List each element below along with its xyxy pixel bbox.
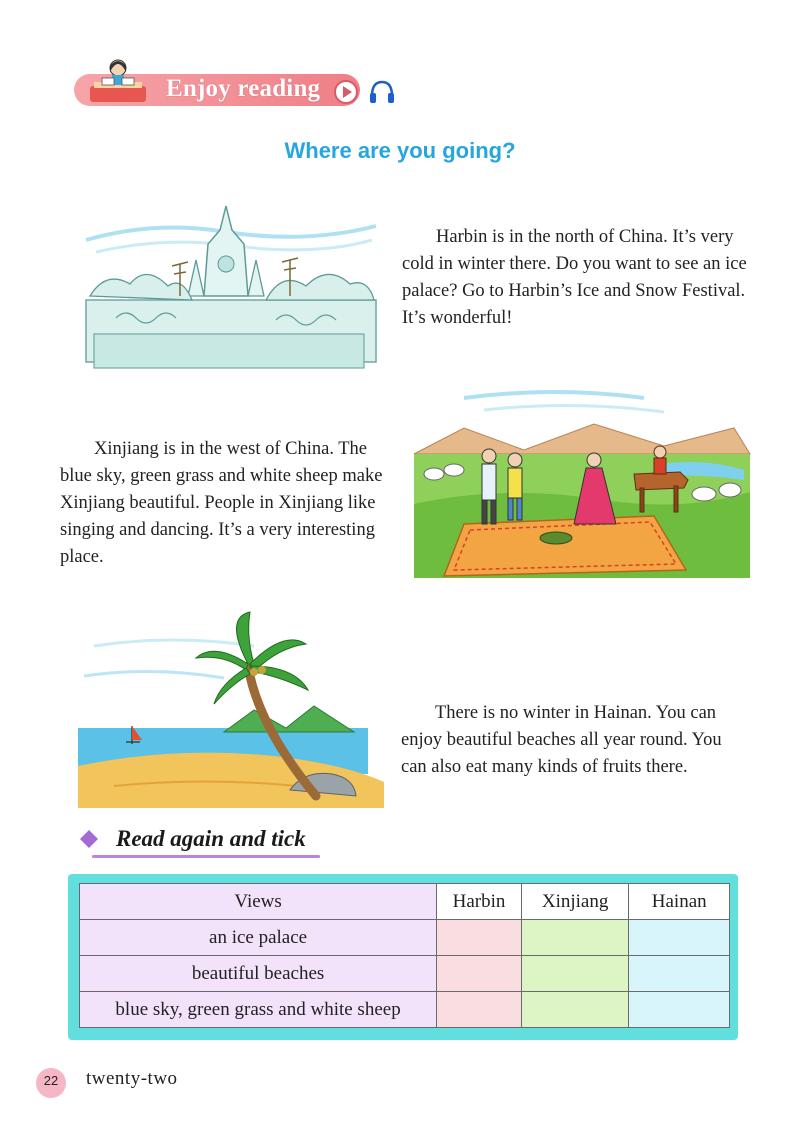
headphone-icon[interactable] — [368, 78, 396, 106]
table-row — [80, 992, 730, 1028]
page-title: Where are you going? — [284, 138, 516, 163]
row-label-sky-grass-sheep: blue sky, green grass and white sheep — [80, 992, 437, 1028]
harbin-paragraph: Harbin is in the north of China. It’s very cold in winter there. Do you want to see an ice palace? Go to Harbin’s Ice and Snow Festival. It’s wonderful! — [402, 227, 747, 328]
tick-cell-hainan[interactable] — [629, 956, 730, 992]
table-row — [80, 956, 730, 992]
tick-cell-xinjiang[interactable] — [521, 920, 629, 956]
column-header-harbin: Harbin — [437, 884, 522, 920]
tick-table — [79, 883, 730, 1028]
table-row — [80, 920, 730, 956]
ice-palace-illustration — [76, 200, 382, 372]
section-underline — [92, 855, 320, 858]
tick-cell-hainan[interactable] — [629, 992, 730, 1028]
tick-cell-harbin[interactable] — [437, 992, 522, 1028]
page-number-words: twenty-two — [86, 1068, 178, 1089]
play-icon[interactable] — [333, 79, 359, 105]
tick-cell-harbin[interactable] — [437, 920, 522, 956]
hainan-illustration — [74, 606, 390, 808]
tick-cell-xinjiang[interactable] — [521, 956, 629, 992]
tick-cell-hainan[interactable] — [629, 920, 730, 956]
column-header-hainan: Hainan — [629, 884, 730, 920]
reading-girl-icon — [88, 56, 148, 108]
tick-cell-xinjiang[interactable] — [521, 992, 629, 1028]
row-label-ice-palace: an ice palace — [80, 920, 437, 956]
hainan-paragraph: There is no winter in Hainan. You can enjoy beautiful beaches all year round. You can also eat many kinds of fruits there. — [401, 703, 722, 777]
banner-label: Enjoy reading — [166, 75, 321, 102]
row-label-beaches: beautiful beaches — [80, 956, 437, 992]
xinjiang-illustration — [404, 384, 756, 584]
page-number: 22 — [43, 1073, 59, 1088]
tick-cell-harbin[interactable] — [437, 956, 522, 992]
xinjiang-paragraph: Xinjiang is in the west of China. The blue sky, green grass and white sheep make Xinjiang beautiful. People in Xinjiang like singing and dancing. It’s a very interesting place. — [60, 439, 383, 567]
table-header-row — [80, 884, 730, 920]
column-header-views: Views — [80, 884, 437, 920]
diamond-bullet-icon — [80, 830, 98, 848]
section-title: Read again and tick — [116, 826, 306, 851]
column-header-xinjiang: Xinjiang — [521, 884, 629, 920]
